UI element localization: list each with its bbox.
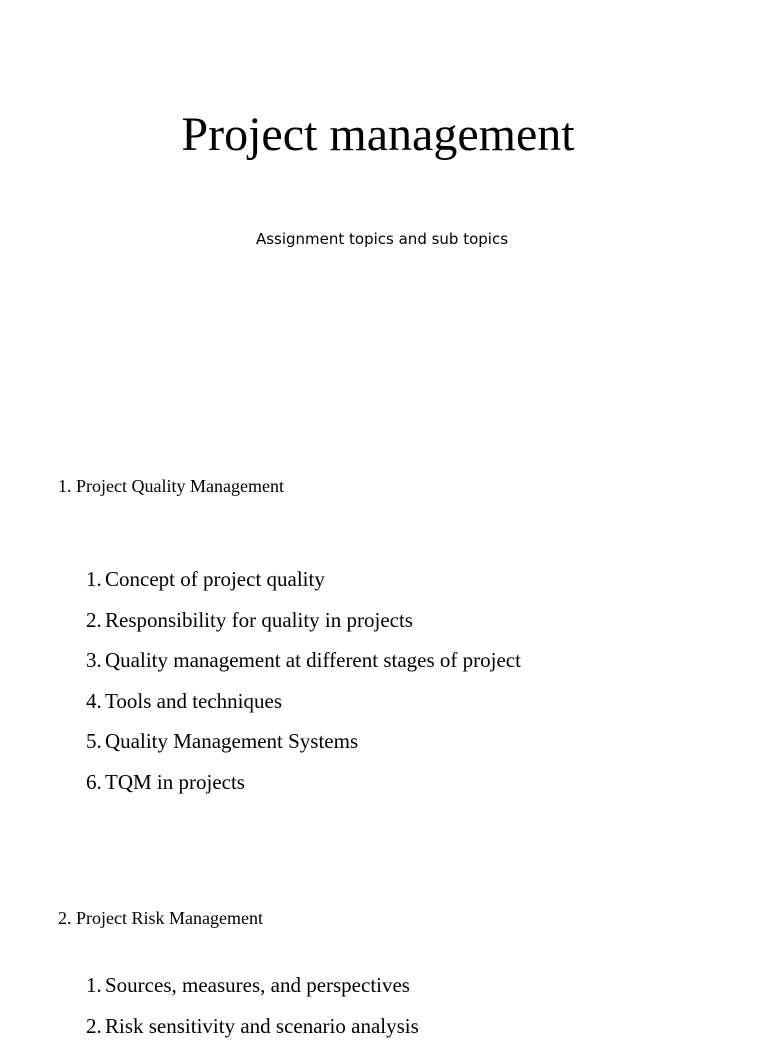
document-subtitle: Assignment topics and sub topics	[0, 229, 764, 249]
list-item-number: 4.	[86, 688, 105, 729]
list-item-text: TQM in projects	[105, 769, 245, 810]
list-item-text: Risk sensitivity and scenario analysis	[105, 1013, 419, 1053]
list-item	[86, 607, 521, 648]
list-item-number: 1.	[86, 566, 105, 607]
list-item	[86, 972, 419, 1013]
list-item-text: Quality management at different stages of project	[105, 647, 521, 688]
list-item	[86, 728, 521, 769]
list-item-text: Quality Management Systems	[105, 728, 358, 769]
list-item	[86, 688, 521, 729]
list-item-number: 3.	[86, 647, 105, 688]
list-item-text: Tools and techniques	[105, 688, 282, 729]
list-item-text: Sources, measures, and perspectives	[105, 972, 410, 1013]
list-item	[86, 566, 521, 607]
section-heading-risk-management: 2. Project Risk Management	[58, 907, 263, 929]
list-item-number: 6.	[86, 769, 105, 810]
list-item	[86, 647, 521, 688]
risk-management-topic-list	[86, 972, 419, 1053]
list-item-number: 1.	[86, 972, 105, 1013]
list-item-number: 2.	[86, 607, 105, 648]
document-title: Project management	[0, 106, 756, 164]
list-item	[86, 1013, 419, 1053]
list-item-number: 2.	[86, 1013, 105, 1053]
section-heading-quality-management: 1. Project Quality Management	[58, 475, 284, 497]
quality-management-topic-list	[86, 566, 521, 809]
list-item	[86, 769, 521, 810]
list-item-text: Responsibility for quality in projects	[105, 607, 413, 648]
list-item-text: Concept of project quality	[105, 566, 325, 607]
list-item-number: 5.	[86, 728, 105, 769]
